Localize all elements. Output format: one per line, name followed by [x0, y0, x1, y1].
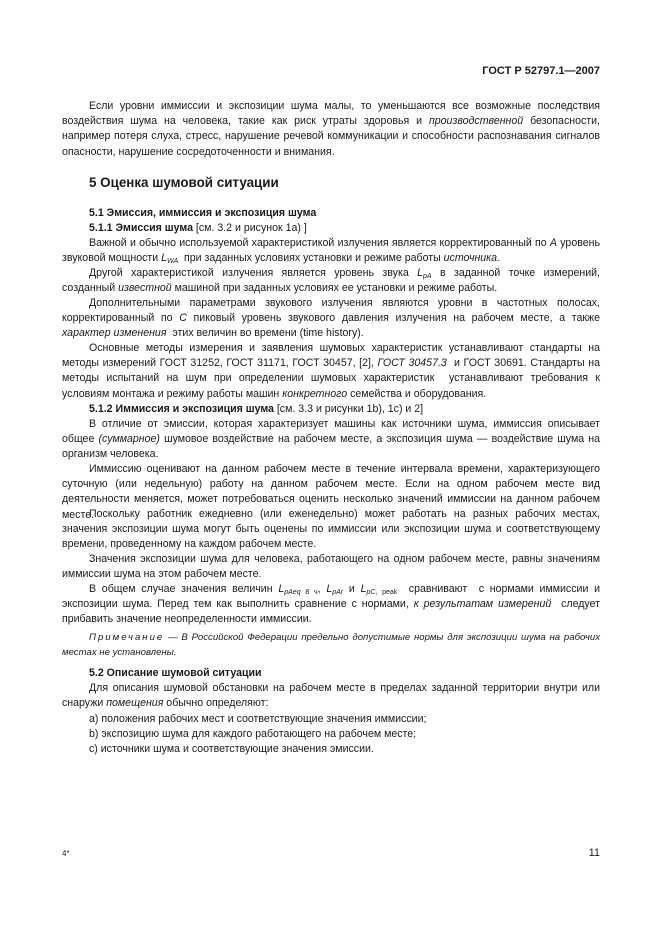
page-number: 11 [588, 847, 600, 859]
section-5-1-2-title: 5.1.2 Иммиссия и экспозиция шума [89, 403, 274, 415]
paragraph-immission-3: Поскольку работник ежедневно (или еженедельно) может работать на разных рабочих местах, значения экспозиции шума могут быть оценены по иммиссии или экспозиции шума и соответствующему времени, проведенному на каждом рабочем месте. [62, 508, 600, 551]
section-5-1-2-heading [89, 402, 423, 417]
paragraph-immission-5: В общем случае значения величин $L_{pAeq 8 ч}$, $L_{pAr}$ и $L_{pC, peak}$ сравнивают с нормами иммиссии и экспозиции шума. Перед тем как выполнить сравнение с нормами, к результатам измерений следует прибавить значение неопределенности иммиссии. [62, 583, 601, 626]
section-5-2-title: 5.2 Описание шумовой ситуации [89, 667, 262, 679]
note-text: — В Российской Федерации предельно допустимые нормы для экспозиции шума на рабочих местах не установлены. [62, 632, 600, 658]
list-item: а) положения рабочих мест и соответствующие значения иммиссии; [89, 713, 427, 725]
paragraph-immission-4: Значения экспозиции шума для человека, работающего на одном рабочем месте, равны значениям иммиссии шума на этом рабочем месте. [62, 553, 600, 581]
section-5-1-title: 5.1 Эмиссия, иммиссия и экспозиция шума [89, 207, 317, 219]
section-5-1-1-ref: [см. 3.2 и рисунок 1а) ] [192, 222, 307, 234]
paragraph-emission-3: Дополнительными параметрами звукового излучения являются уровни в частотных полосах, корректированный по С пиковый уровень звукового давления излучения на рабочем месте, а также характер изменения этих величин во времени (time history). [62, 297, 600, 340]
paragraph-immission-1: В отличие от эмиссии, которая характеризует машины как источники шума, иммиссия описывает общее (суммарное) шумовое воздействие на рабочем месте, а экспозиция шума — воздействие шума на организм человека. [62, 418, 600, 461]
paragraph-emission-1: Важной и обычно используемой характеристикой излучения является корректированный по А уровень звуковой мощности $L_{WA}$ при заданных условиях установки и режиме работы источника. [62, 237, 600, 266]
section-5-1-2-ref: [см. 3.3 и рисунки 1b), 1c) и 2] [273, 403, 424, 415]
paragraph-immission-2: Иммиссию оценивают на данном рабочем месте в течение интервала времени, характеризующего суточную (или недельную) работу на данном рабочем месте. Если на одном рабочем месте вид деятельности меняется, может потребоваться оценить несколько значений иммиссии на данном рабочем месте. [62, 463, 600, 521]
signature-mark: 4* [62, 849, 70, 858]
section-5-1-1-title: 5.1.1 Эмиссия шума [89, 222, 193, 234]
section-5-1-1-heading [89, 221, 307, 236]
note-label: Примечание [89, 632, 165, 643]
section-5-title: 5 Оценка шумовой ситуации [89, 175, 279, 190]
note-paragraph [62, 630, 600, 660]
intro-paragraph: Если уровни иммиссии и экспозиции шума малы, то уменьшаются все возможные последствия воздействия шума на человека, такие как риск утраты здоровья и производственной безопасности, например потеря слуха, стресс, нарушение речевой коммуникации и способности распознавания сигналов опасности, нарушение сосредоточенности и внимания. [62, 100, 600, 158]
document-code-header: ГОСТ Р 52797.1—2007 [482, 65, 600, 77]
paragraph-situation: Для описания шумовой обстановки на рабочем месте в пределах заданной территории внутри или снаружи помещения обычно определяют: [62, 682, 600, 710]
paragraph-emission-4: Основные методы измерения и заявления шумовых характеристик устанавливают стандарты на методы измерений ГОСТ 31252, ГОСТ 31171, ГОСТ 30457, [2], ГОСТ 30457.3 и ГОСТ 30691. Стандарты на методы испытаний на шум при определении шумовых характеристик устанавливают требования к условиям монтажа и режиму работы машин конкретного семейства и оборудования. [62, 342, 600, 400]
paragraph-emission-2: Другой характеристикой излучения является уровень звука $L_{pA}$ в заданной точке измерений, созданный известной машиной при заданных условиях ее установки и режиме работы. [62, 267, 600, 295]
list-item: b) экспозицию шума для каждого работающего на рабочем месте; [89, 728, 417, 740]
list-item: c) источники шума и соответствующие значения эмиссии. [89, 743, 374, 755]
